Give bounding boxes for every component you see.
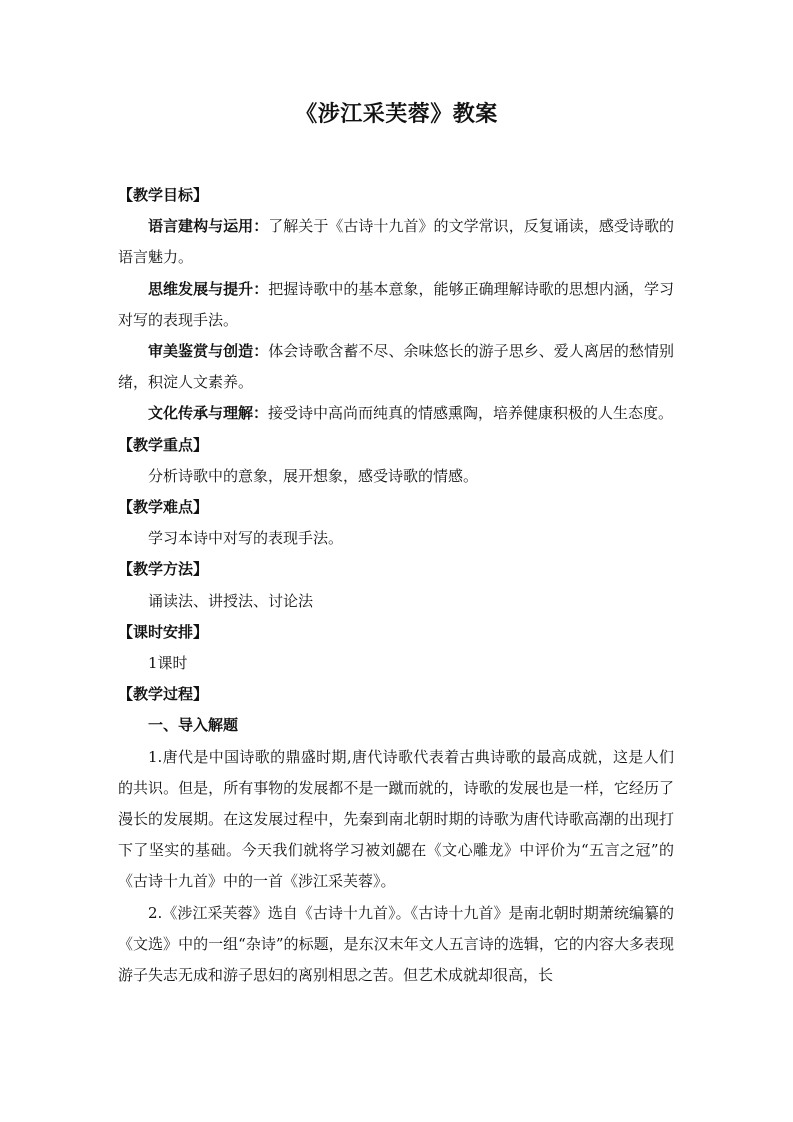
methods-text: 诵读法、讲授法、讨论法 [148,591,314,610]
objective-label: 语言建构与运用： [148,217,269,236]
difficulties-heading: 【教学难点】 [118,498,209,517]
objective-label: 审美鉴赏与创造： [148,342,269,361]
objective-item [118,211,674,273]
document-title: 《涉江采芙蓉》教案 [295,101,498,127]
schedule-text: 1课时 [148,654,188,673]
process-subheading: 一、导入解题 [148,716,239,735]
process-paragraph: 2.《涉江采芙蓉》选自《古诗十九首》。《古诗十九首》是南北朝时期萧统编纂的《文选》中的一组“杂诗”的标题，是东汉末年文人五言诗的选辑，它的内容大多表现游子失志无成和游子思妇的离别相思之苦。但艺术成就却很高，长 [118,903,674,985]
objective-item [118,274,674,336]
objective-label: 文化传承与理解： [148,404,269,423]
objective-text: 体会诗歌含蓄不尽、余味悠长的游子思乡、爱人离居的愁情别绪，积淀人文素养。 [118,342,674,392]
objective-text: 了解关于《古诗十九首》的文学常识，反复诵读，感受诗歌的语言魅力。 [118,217,674,267]
key-points-text: 分析诗歌中的意象，展开想象，感受诗歌的情感。 [148,466,479,485]
objectives-heading: 【教学目标】 [118,186,209,204]
methods-heading: 【教学方法】 [118,560,209,579]
objective-label: 思维发展与提升： [148,279,269,298]
objective-text: 接受诗中高尚而纯真的情感熏陶，培养健康积极的人生态度。 [268,404,674,423]
process-heading: 【教学过程】 [118,685,209,704]
process-paragraph: 1.唐代是中国诗歌的鼎盛时期,唐代诗歌代表着古典诗歌的最高成就，这是人们的共识。但是，所有事物的发展都不是一蹴而就的，诗歌的发展也是一样，它经历了漫长的发展期。在这发展过程中，先秦到南北朝时期的诗歌为唐代诗歌高潮的出现打下了坚实的基础。今天我们就将学习被刘勰在《文心雕龙》中评价为“五言之冠”的《古诗十九首》中的一首《涉江采芙蓉》。 [118,747,674,891]
key-points-heading: 【教学重点】 [118,435,209,454]
objective-text: 把握诗歌中的基本意象，能够正确理解诗歌的思想内涵，学习对写的表现手法。 [118,279,674,329]
document-body [118,180,674,991]
difficulties-text: 学习本诗中对写的表现手法。 [148,529,344,548]
objective-item [118,398,674,429]
schedule-heading: 【课时安排】 [118,622,209,641]
objective-item [118,336,674,398]
